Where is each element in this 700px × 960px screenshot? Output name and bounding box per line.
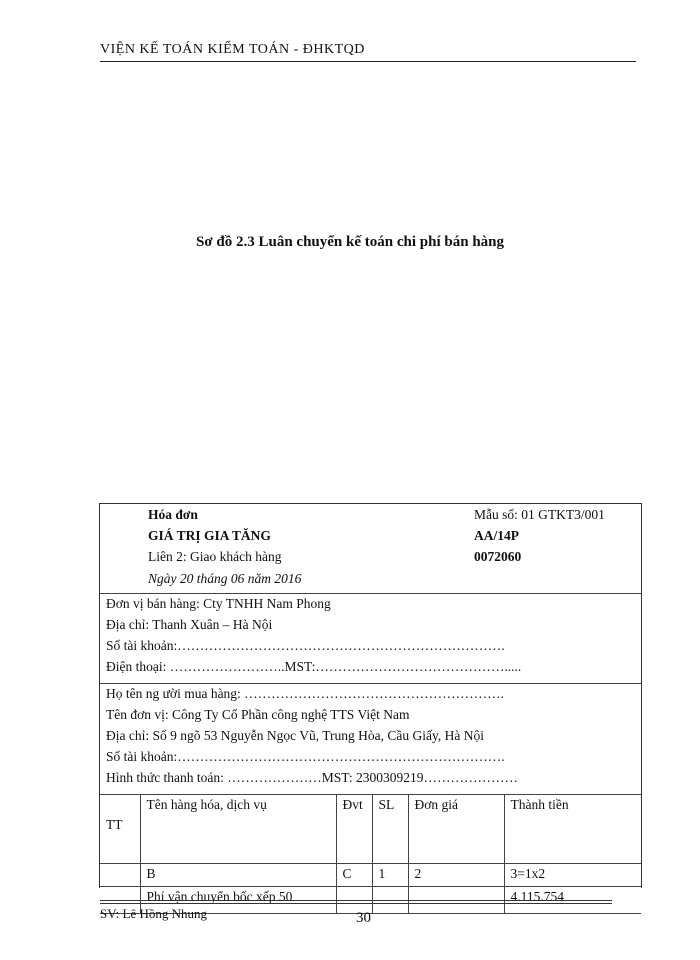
cell-amount: 4.115.754: [504, 887, 641, 914]
figure-title: Sơ đồ 2.3 Luân chuyển kế toán chi phí bán hàng: [196, 234, 504, 250]
invoice-box: [99, 503, 642, 904]
items-table: [100, 795, 641, 914]
cell-qty: 1: [372, 864, 408, 887]
cell-price: 2: [408, 864, 504, 887]
col-unit: Đvt: [336, 795, 372, 864]
buyer-section: [100, 684, 641, 795]
cell-name: Phí vận chuyển bốc xếp 50: [140, 887, 336, 914]
page-header: VIỆN KẾ TOÁN KIỂM TOÁN - ĐHKTQD: [100, 42, 365, 57]
col-price: Đơn giá: [408, 795, 504, 864]
invoice-number: 0072060: [474, 549, 522, 564]
col-tt: TT: [100, 795, 140, 864]
footer-rule: [100, 900, 612, 901]
seller-account: Số tài khoản:……………………………………………………………….: [106, 638, 505, 653]
payment-method: Hình thức thanh toán: …………………MST: 2300309219…………………: [106, 770, 519, 785]
cell-amount: 3=1x2: [504, 864, 641, 887]
seller-section: [100, 594, 641, 684]
invoice-header-section: [100, 504, 641, 594]
col-name: Tên hàng hóa, dịch vụ: [140, 795, 336, 864]
col-amount: Thành tiền: [504, 795, 641, 864]
invoice-series: AA/14P: [474, 528, 519, 543]
cell-name: B: [140, 864, 336, 887]
seller-name: Đơn vị bán hàng: Cty TNHH Nam Phong: [106, 596, 331, 611]
buyer-name: Họ tên ng ười mua hàng: ………………………………………………….: [106, 686, 505, 701]
header-rule: [100, 61, 636, 62]
table-row: [100, 864, 641, 887]
invoice-label: Hóa đơn: [148, 507, 198, 522]
invoice-type: GIÁ TRỊ GIA TĂNG: [148, 528, 271, 543]
buyer-unit: Tên đơn vị: Công Ty Cổ Phần công nghệ TTS Việt Nam: [106, 707, 410, 722]
buyer-account: Số tài khoản:……………………………………………………………….: [106, 749, 505, 764]
seller-phone: Điện thoại: ……………………..MST:…………………………………….....: [106, 659, 522, 674]
form-number: Mẫu số: 01 GTKT3/001: [474, 507, 605, 522]
seller-address: Địa chỉ: Thanh Xuân – Hà Nội: [106, 617, 273, 632]
invoice-copy: Liên 2: Giao khách hàng: [148, 549, 282, 564]
invoice-date: Ngày 20 tháng 06 năm 2016: [148, 571, 302, 586]
page-number: 30: [356, 910, 371, 926]
buyer-address: Địa chỉ: Số 9 ngõ 53 Nguyễn Ngọc Vũ, Trung Hòa, Cầu Giấy, Hà Nội: [106, 728, 484, 743]
footer-rule: [100, 903, 612, 904]
cell-unit: C: [336, 864, 372, 887]
student-name: SV: Lê Hồng Nhung: [100, 906, 208, 921]
cell-empty: [100, 864, 140, 887]
table-header-row: [100, 795, 641, 864]
col-qty: SL: [372, 795, 408, 864]
